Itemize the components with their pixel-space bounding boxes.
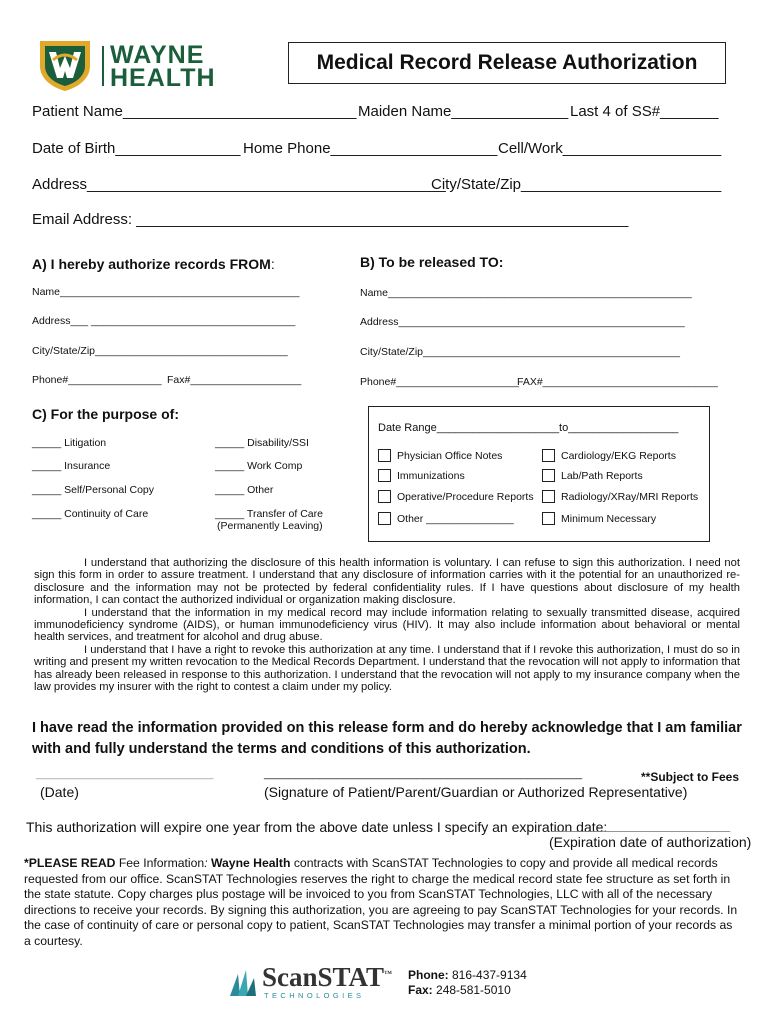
scanstat-tagline: TECHNOLOGIES <box>264 991 365 1000</box>
to-name-field[interactable]: Name____________________________________________________ <box>360 287 692 299</box>
record-physician-notes[interactable]: Physician Office Notes <box>378 449 502 462</box>
ssn-field[interactable]: Last 4 of SS#_______ <box>570 103 719 120</box>
section-a-heading: A) I hereby authorize records FROM: <box>32 256 275 272</box>
purpose-work-comp[interactable]: _____ Work Comp <box>215 460 303 472</box>
city-field[interactable]: City/State/Zip________________________ <box>431 176 722 193</box>
legal-text <box>34 557 740 693</box>
record-other[interactable]: Other _______________ <box>378 512 514 525</box>
signature-line[interactable]: ____________________________________________________ <box>264 768 583 780</box>
section-b-heading: B) To be released TO: <box>360 254 504 270</box>
checkbox[interactable] <box>378 449 391 462</box>
please-read: *PLEASE READ <box>24 856 116 870</box>
scanstat-brand: ScanSTAT™ <box>262 962 393 992</box>
title-box <box>288 42 726 84</box>
purpose-transfer[interactable]: _____ Transfer of Care <box>215 508 323 520</box>
from-address-field[interactable]: Address___ ___________________________________ <box>32 315 296 327</box>
checkbox[interactable] <box>378 490 391 503</box>
logo-line-wayne: WAYNE <box>110 41 205 69</box>
to-address-field[interactable]: Address_________________________________________________ <box>360 316 685 328</box>
from-fax-field[interactable]: Fax#___________________ <box>167 374 302 386</box>
expiration-label: (Expiration date of authorization) <box>549 834 752 850</box>
expiration-line[interactable]: _______________________ <box>551 816 731 832</box>
wayne-health-logo <box>36 38 216 92</box>
purpose-self-copy[interactable]: _____ Self/Personal Copy <box>32 484 154 496</box>
record-cardiology[interactable]: Cardiology/EKG Reports <box>542 449 676 462</box>
to-phone-field[interactable]: Phone#_____________________ <box>360 376 519 388</box>
subject-to-fees: **Subject to Fees <box>641 770 740 784</box>
paragraph-revoke: I understand that I have a right to revoke this authorization at any time. I understand that if I revoke this authorization, I must do so in writing and present my written revocation to the Medical Records Department. I understand that the revocation will not apply to information that has already been released in response to this authorization. I understand that the revocation will not apply to my insurance company when the law provides my insurer with the right to contest a claim under my policy. <box>34 643 740 694</box>
home-phone-field[interactable]: Home Phone____________________ <box>243 140 498 157</box>
patient-name-field[interactable]: Patient Name____________________________ <box>32 103 357 120</box>
footer-phone: Phone: 816-437-9134 <box>408 968 527 982</box>
records-box <box>368 406 710 542</box>
record-minimum[interactable]: Minimum Necessary <box>542 512 656 525</box>
checkbox[interactable] <box>542 512 555 525</box>
paragraph-sensitive: I understand that the information in my medical record may include information relating to sexually transmitted disease, acquired immunodeficiency syndrome (AIDS), or human immunodeficiency virus (HIV). It may also include information about behavioral or mental health services, and treatment for alcohol and drug abuse. <box>34 606 740 644</box>
checkbox[interactable] <box>378 512 391 525</box>
section-c-heading: C) For the purpose of: <box>32 406 179 422</box>
email-field[interactable]: Email Address: ___________________________________________________________ <box>32 211 629 228</box>
acknowledge-text: I have read the information provided on this release form and do hereby acknowledge that I am familiar with and fully understand the terms and conditions of this authorization. <box>32 720 742 757</box>
date-range-field[interactable]: Date Range____________________to__________________ <box>378 422 679 434</box>
checkbox[interactable] <box>542 469 555 482</box>
logo-line-health: HEALTH <box>110 64 216 92</box>
expiration-text: This authorization will expire one year from the above date unless I specify an expiration date: <box>26 819 608 835</box>
to-fax-field[interactable]: FAX#______________________________ <box>517 376 718 388</box>
checkbox[interactable] <box>378 469 391 482</box>
purpose-disability[interactable]: _____ Disability/SSI <box>215 437 309 449</box>
scanstat-leaf-icon <box>226 966 260 1000</box>
paragraph-voluntary: I understand that authorizing the disclosure of this health information is voluntary. I can refuse to sign this authorization. I need not sign this form in order to assure treatment. I understand that any disclosure of information carries with it the potential for an unauthorized re-disclosure and the information may not be protected by federal confidentiality rules. If I have questions about disclosure of my health information, I can contact the authorized individual or organization making disclosure. <box>34 557 740 607</box>
record-immunizations[interactable]: Immunizations <box>378 469 465 482</box>
page-title: Medical Record Release Authorization <box>316 51 698 74</box>
purpose-litigation[interactable]: _____ Litigation <box>32 437 107 449</box>
to-city-field[interactable]: City/State/Zip____________________________________________ <box>360 346 680 358</box>
fee-information: *PLEASE READ Fee Information: Wayne Health contracts with ScanSTAT Technologies to copy and provide all medical records requested from our office. ScanSTAT Technologies reserves the right to charge the medical record state fee structure as set forth in the state statute. Copy charges plus postage will be invoiced to you from ScanSTAT Technologies, LLC with all of the necessary directions to receive your records. By signing this authorization, you are agreeing to pay ScanSTAT Technologies for your records. In the case of continuity of care or personal copy to patient, ScanSTAT Technologies may transfer a minimal portion of your records as a courtesy. <box>24 856 738 948</box>
checkbox[interactable] <box>542 490 555 503</box>
address-field[interactable]: Address___________________________________________ <box>32 176 446 193</box>
cell-field[interactable]: Cell/Work___________________ <box>498 140 722 157</box>
shield-icon <box>36 38 94 92</box>
footer-fax: Fax: 248-581-5010 <box>408 983 511 997</box>
from-phone-field[interactable]: Phone#________________ <box>32 374 162 386</box>
date-line[interactable]: _____________________________ <box>36 768 214 780</box>
purpose-other[interactable]: _____ Other <box>215 484 274 496</box>
purpose-continuity[interactable]: _____ Continuity of Care <box>32 508 149 520</box>
date-label: (Date) <box>40 784 79 800</box>
record-radiology[interactable]: Radiology/XRay/MRI Reports <box>542 490 698 503</box>
dob-field[interactable]: Date of Birth_______________ <box>32 140 241 157</box>
from-name-field[interactable]: Name_________________________________________ <box>32 286 300 298</box>
signature-label: (Signature of Patient/Parent/Guardian or Authorized Representative) <box>264 784 688 800</box>
scanstat-logo <box>226 962 393 1004</box>
from-city-field[interactable]: City/State/Zip_________________________________ <box>32 345 288 357</box>
maiden-name-field[interactable]: Maiden Name______________ <box>358 103 569 120</box>
checkbox[interactable] <box>542 449 555 462</box>
record-lab-path[interactable]: Lab/Path Reports <box>542 469 643 482</box>
record-operative[interactable]: Operative/Procedure Reports <box>378 490 534 503</box>
purpose-transfer-sub: (Permanently Leaving) <box>217 520 323 532</box>
purpose-insurance[interactable]: _____ Insurance <box>32 460 111 472</box>
